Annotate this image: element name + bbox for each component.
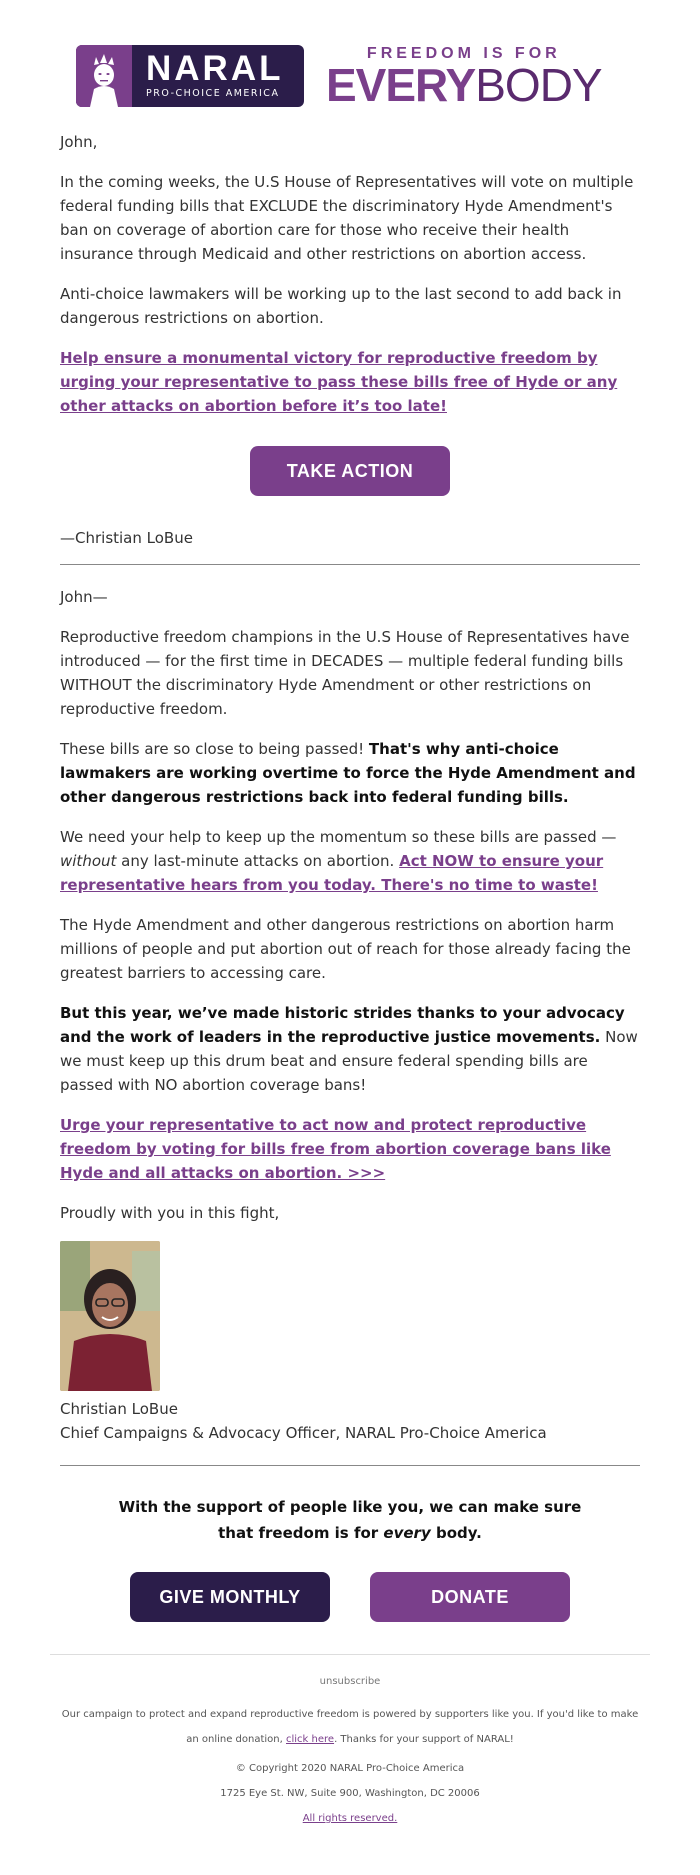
donation-buttons	[0, 1572, 700, 1622]
give-monthly-button[interactable]: GIVE MONTHLY	[130, 1572, 330, 1622]
closing-line: Proudly with you in this fight,	[60, 1204, 280, 1222]
support-text-b: body.	[430, 1524, 482, 1542]
all-rights-reserved-link[interactable]: All rights reserved.	[302, 1813, 398, 1824]
tagline	[326, 45, 602, 111]
logo-main-text: NARAL	[146, 49, 284, 88]
paragraph-7	[60, 1001, 640, 1097]
divider-2	[60, 1465, 640, 1466]
paragraph-7-bold: But this year, we’ve made historic strides thanks to your advocacy and the work of leaders in the reproductive justice movements.	[60, 1004, 625, 1046]
greeting-2: John—	[60, 588, 108, 606]
paragraph-6: The Hyde Amendment and other dangerous restrictions on abortion harm millions of people and put abortion out of reach for those already facing the greatest barriers to accessing care.	[60, 916, 631, 982]
click-here-link[interactable]: click here	[286, 1734, 335, 1745]
logo-wordmark	[132, 49, 284, 99]
tagline-body: BODY	[475, 59, 602, 111]
donate-button[interactable]: DONATE	[370, 1572, 570, 1622]
paragraph-4-normal: These bills are so close to being passed!	[60, 740, 369, 758]
tagline-every: EVERY	[326, 59, 476, 111]
paragraph-7-normal: Now we must keep up this drum beat and ensure federal spending bills are passed with NO abortion coverage bans!	[60, 1028, 638, 1094]
paragraph-1: In the coming weeks, the U.S House of Representatives will vote on multiple federal funding bills that EXCLUDE the discriminatory Hyde Amendment's ban on coverage of abortion care for those who receive their health insurance through Medicaid and other restrictions on abortion access.	[60, 173, 634, 263]
signer-title: Chief Campaigns & Advocacy Officer, NARAL Pro-Choice America	[60, 1424, 547, 1442]
signer-name: Christian LoBue	[60, 1400, 178, 1418]
support-section	[0, 1494, 700, 1546]
footer-address: 1725 Eye St. NW, Suite 900, Washington, DC 20006	[220, 1788, 480, 1799]
support-text-a: With the support of people like you, we can make sure that freedom is for	[118, 1498, 582, 1542]
tagline-small: FREEDOM IS FOR	[366, 45, 561, 62]
divider-1	[60, 564, 640, 565]
signer-photo	[60, 1241, 160, 1391]
support-message	[100, 1494, 600, 1546]
paragraph-2: Anti-choice lawmakers will be working up to the last second to add back in dangerous restrictions on abortion.	[60, 285, 622, 327]
take-action-button[interactable]: TAKE ACTION	[250, 446, 450, 496]
support-italic: every	[383, 1524, 431, 1542]
paragraph-5-b: any last-minute attacks on abortion.	[116, 852, 400, 870]
paragraph-5	[60, 825, 640, 897]
email-body-section2	[0, 585, 700, 1466]
urge-representative-link[interactable]: Urge your representative to act now and protect reproductive freedom by voting for bills free from abortion coverage bans like Hyde and all attacks on abortion. >>>	[60, 1116, 611, 1182]
statue-of-liberty-icon	[76, 45, 132, 107]
tagline-big	[326, 59, 602, 111]
unsubscribe-link[interactable]: unsubscribe	[319, 1676, 381, 1687]
footer-text-a: Our campaign to protect and expand reproductive freedom is powered by supporters like you. If you'd like to make an online donation,	[61, 1709, 639, 1745]
signoff-1: —Christian LoBue	[60, 529, 193, 547]
greeting-1: John,	[60, 133, 98, 151]
footer-message	[60, 1702, 640, 1752]
paragraph-5-italic: without	[60, 852, 117, 870]
logo-sub-text: PRO-CHOICE AMERICA	[146, 88, 280, 99]
email-body-section1	[0, 130, 700, 565]
footer-copyright: © Copyright 2020 NARAL Pro-Choice America	[235, 1763, 465, 1774]
footer-text-b: . Thanks for your support of NARAL!	[334, 1734, 514, 1745]
paragraph-5-a: We need your help to keep up the momentum so these bills are passed —	[60, 828, 617, 846]
email-header	[0, 0, 700, 111]
email-footer	[0, 1655, 700, 1831]
paragraph-3: Reproductive freedom champions in the U.S House of Representatives have introduced — for the first time in DECADES — multiple federal funding bills WITHOUT the discriminatory Hyde Amendment or other restrictions on reproductive freedom.	[60, 628, 630, 718]
paragraph-4-bold: That's why anti-choice lawmakers are working overtime to force the Hyde Amendment and other dangerous restrictions back into federal funding bills.	[60, 740, 636, 806]
pass-bills-link[interactable]: Help ensure a monumental victory for reproductive freedom by urging your representative to pass these bills free of Hyde or any other attacks on abortion before it’s too late!	[60, 349, 618, 415]
paragraph-4	[60, 737, 640, 809]
naral-logo[interactable]	[76, 45, 304, 107]
act-now-link[interactable]: Act NOW to ensure your representative hears from you today. There's no time to waste!	[60, 852, 604, 894]
